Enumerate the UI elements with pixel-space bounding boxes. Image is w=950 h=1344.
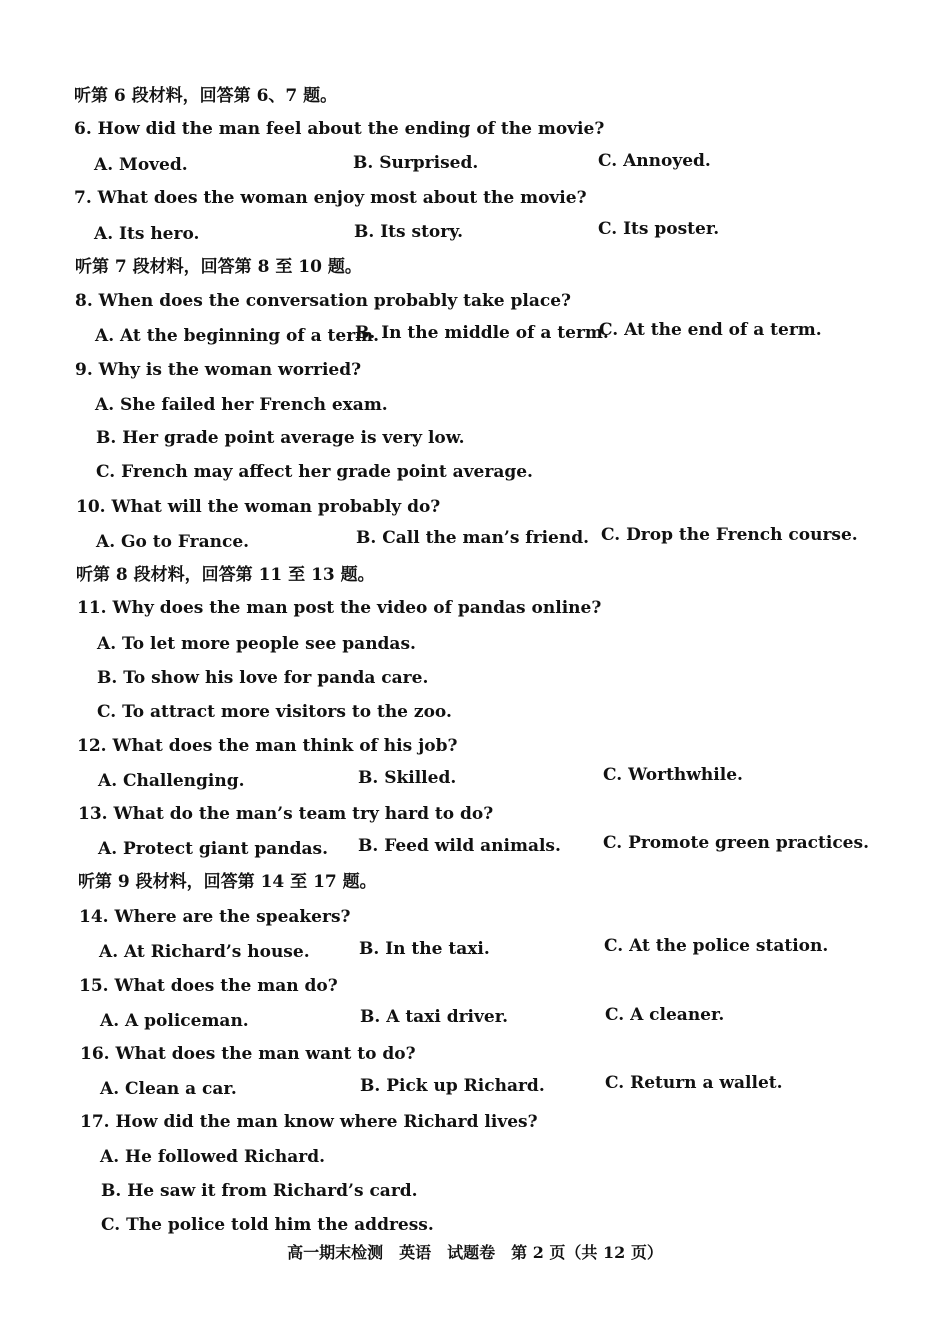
question-17-stem: 17. How did the man know where Richard lives? xyxy=(80,1112,538,1132)
question-14-option-b: B. In the taxi. xyxy=(359,939,490,959)
question-6-option-a: A. Moved. xyxy=(94,155,188,175)
question-13-option-c: C. Promote green practices. xyxy=(603,833,869,853)
question-12-option-a: A. Challenging. xyxy=(98,771,245,791)
question-9-option-c: C. French may affect her grade point average. xyxy=(96,462,533,482)
question-6-stem: 6. How did the man feel about the ending of the movie? xyxy=(74,119,605,139)
question-15-option-c: C. A cleaner. xyxy=(605,1005,725,1025)
question-17-option-c: C. The police told him the address. xyxy=(101,1215,434,1235)
question-13-stem: 13. What do the man’s team try hard to do? xyxy=(78,804,494,824)
question-10-option-b: B. Call the man’s friend. xyxy=(356,528,590,548)
question-17-option-b: B. He saw it from Richard’s card. xyxy=(101,1181,418,1201)
question-17-option-a: A. He followed Richard. xyxy=(100,1147,326,1167)
question-12-option-b: B. Skilled. xyxy=(358,768,457,788)
question-15-option-a: A. A policeman. xyxy=(100,1011,249,1031)
question-6-option-b: B. Surprised. xyxy=(353,153,479,173)
question-14-option-c: C. At the police station. xyxy=(604,936,829,956)
question-6-option-c: C. Annoyed. xyxy=(598,151,711,171)
question-8-stem: 8. When does the conversation probably take place? xyxy=(75,291,571,311)
section-8-heading: 听第 8 段材料，回答第 11 至 13 题。 xyxy=(76,565,375,585)
question-10-option-c: C. Drop the French course. xyxy=(601,525,858,545)
question-15-stem: 15. What does the man do? xyxy=(79,976,338,996)
question-15-option-b: B. A taxi driver. xyxy=(360,1007,509,1027)
question-10-option-a: A. Go to France. xyxy=(96,532,250,552)
question-10-stem: 10. What will the woman probably do? xyxy=(76,497,441,517)
question-9-option-b: B. Her grade point average is very low. xyxy=(96,428,465,448)
question-16-option-c: C. Return a wallet. xyxy=(605,1073,783,1093)
question-8-option-c: C. At the end of a term. xyxy=(599,320,822,340)
section-9-heading: 听第 9 段材料，回答第 14 至 17 题。 xyxy=(78,872,377,892)
question-16-option-b: B. Pick up Richard. xyxy=(360,1076,545,1096)
page-footer: 高一期末检测 英语 试题卷 第 2 页（共 12 页） xyxy=(287,1243,663,1262)
question-11-option-b: B. To show his love for panda care. xyxy=(97,668,429,688)
question-14-option-a: A. At Richard’s house. xyxy=(99,942,310,962)
question-7-option-a: A. Its hero. xyxy=(94,224,200,244)
question-12-option-c: C. Worthwhile. xyxy=(603,765,743,785)
question-7-stem: 7. What does the woman enjoy most about the movie? xyxy=(74,188,587,208)
question-13-option-b: B. Feed wild animals. xyxy=(358,836,561,856)
section-6-heading: 听第 6 段材料，回答第 6、7 题。 xyxy=(74,86,338,106)
question-8-option-b: B. In the middle of a term. xyxy=(355,323,609,343)
question-11-option-c: C. To attract more visitors to the zoo. xyxy=(97,702,452,722)
question-11-option-a: A. To let more people see pandas. xyxy=(97,634,416,654)
question-14-stem: 14. Where are the speakers? xyxy=(79,907,351,927)
question-13-option-a: A. Protect giant pandas. xyxy=(98,839,329,859)
question-16-stem: 16. What does the man want to do? xyxy=(80,1044,416,1064)
question-7-option-c: C. Its poster. xyxy=(598,219,720,239)
question-9-stem: 9. Why is the woman worried? xyxy=(75,360,362,380)
question-9-option-a: A. She failed her French exam. xyxy=(95,395,388,415)
question-8-option-a: A. At the beginning of a term. xyxy=(95,326,380,346)
section-7-heading: 听第 7 段材料，回答第 8 至 10 题。 xyxy=(75,257,362,277)
question-12-stem: 12. What does the man think of his job? xyxy=(77,736,458,756)
question-16-option-a: A. Clean a car. xyxy=(100,1079,237,1099)
question-7-option-b: B. Its story. xyxy=(354,222,464,242)
question-11-stem: 11. Why does the man post the video of pandas online? xyxy=(77,598,602,618)
